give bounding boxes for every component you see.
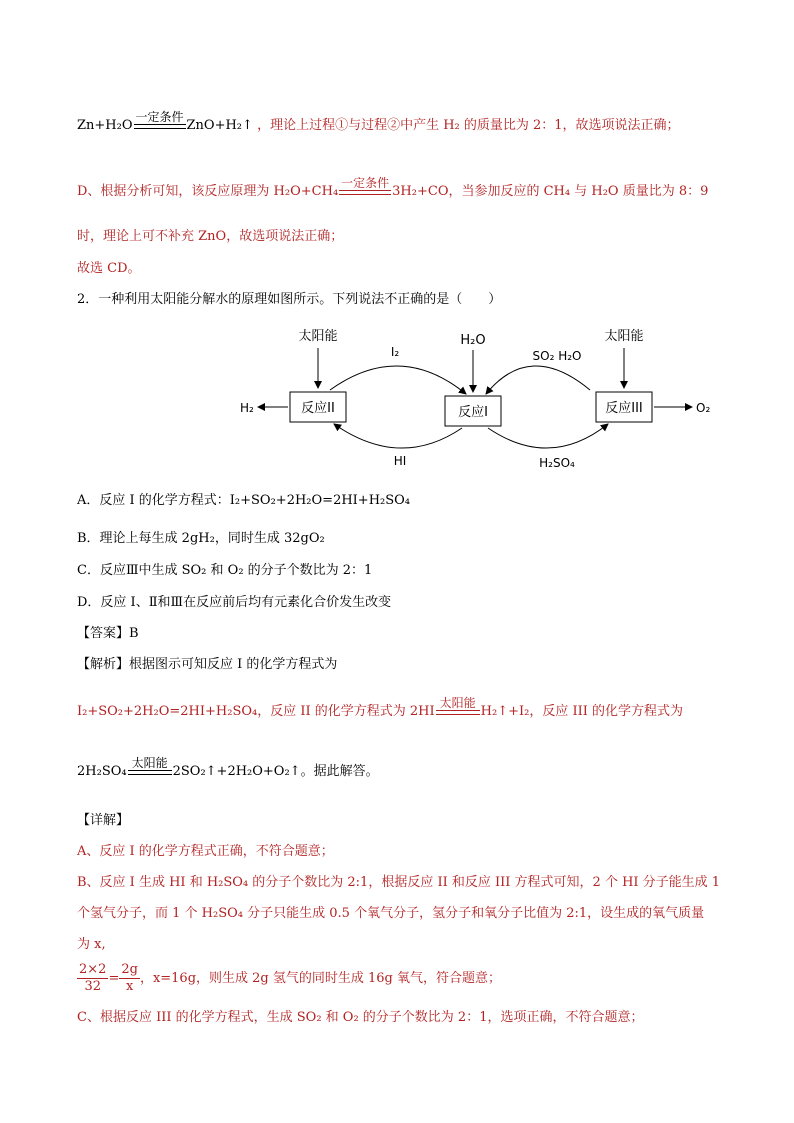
condition-arrow: 太阳能 [128,772,172,775]
label-h2o-top: H₂O [460,333,486,348]
condition-arrow: 太阳能 [436,712,480,715]
eq2-part-a: 2H₂SO₄ [77,764,127,779]
eq2-part-b: 2SO₂↑+2H₂O+O₂↑。据此解答。 [172,764,379,779]
option-a: A．反应 I 的化学方程式：I₂+SO₂+2H₂O=2HI+H₂SO₄ [77,493,411,508]
label-i2: I₂ [390,345,400,359]
label-solar-right: 太阳能 [604,329,644,344]
detail-b-fraction-line: $\frac{2\times 2}{32}$ = $\frac{2g}{x}$ ，x=16g，则生成 2g 氢气的同时生成 16g 氧气，符合题意； [79,962,502,994]
arrow-i2 [330,366,466,394]
label-h2-out: H₂ [240,401,254,415]
label-o2-out: O₂ [696,401,711,415]
eq-part-b: H₂↑+I₂，反应 III 的化学方程式为 [480,704,684,719]
condition-arrow: 一定条件 [134,126,186,129]
detail-label: 【详解】 [77,813,130,828]
answer-label: 【答案】B [77,626,139,641]
detail-c: C、根据反应 III 的化学方程式，生成 SO₂ 和 O₂ 的分子个数比为 2：1，选项正确，不符合题意； [77,1010,644,1025]
condition-arrow: 一定条件 [339,192,391,195]
question-2: 2．一种利用太阳能分解水的原理如图所示。下列说法不正确的是（ ） [77,292,502,307]
option-d-explanation [77,176,709,201]
fraction-1: $\frac{2\times 2}{32}$ [79,962,107,994]
label-hi: HI [393,454,407,468]
reaction-cycle-diagram [230,320,730,475]
equation-analysis-line [77,696,684,721]
d-suffix: 3H₂+CO，当参加反应的 CH₄ 与 H₂O 质量比为 8：9 [392,184,709,199]
analysis-label: 【解析】根据图示可知反应 I 的化学方程式为 [77,657,338,672]
label-solar-left: 太阳能 [298,329,338,344]
arrow-hi [334,424,462,448]
label-reaction-iii: 反应III [605,401,643,416]
fraction-2: $\frac{2g}{x}$ [121,962,138,994]
label-h2so4: H₂SO₄ [539,456,575,470]
reactants: Zn+H₂O [77,118,133,133]
detail-a: A、反应 I 的化学方程式正确，不符合题意； [77,844,334,859]
detail-b-3: 为 x, [77,937,106,952]
option-d: D．反应 I、Ⅱ和Ⅲ在反应前后均有元素化合价发生改变 [77,595,392,610]
d-prefix: D、根据分析可知，该反应原理为 H₂O+CH₄ [77,184,339,199]
products: ZnO+H₂↑ [186,118,253,133]
explanation-text: ，理论上过程①与过程②中产生 H₂ 的质量比为 2：1，故选项说法正确； [257,118,680,133]
option-c: C．反应Ⅲ中生成 SO₂ 和 O₂ 的分子个数比为 2：1 [77,563,373,578]
label-reaction-i: 反应I [458,405,488,420]
label-so2-h2o: SO₂ H₂O [532,349,582,363]
arrow-h2so4 [488,424,608,448]
detail-b-1: B、反应 I 生成 HI 和 H₂SO₄ 的分子个数比为 2:1，根据反应 II 和反应 III 方程式可知，2 个 HI 分子能生成 1 [77,875,721,890]
eq-part-a: I₂+SO₂+2H₂O=2HI+H₂SO₄，反应 II 的化学方程式为 2HI [77,704,435,719]
label-reaction-ii: 反应II [301,401,335,416]
detail-b-4: ，x=16g，则生成 2g 氢气的同时生成 16g 氧气，符合题意； [139,971,502,986]
equation-line-1 [77,110,680,135]
option-b: B．理论上每生成 2gH₂，同时生成 32gO₂ [77,531,325,546]
choice-result: 故选 CD。 [77,261,141,276]
equation-analysis-line-2 [77,756,379,781]
option-d-continuation: 时，理论上可不补充 ZnO，故选项说法正确； [77,229,344,244]
detail-b-2: 个氢气分子，而 1 个 H₂SO₄ 分子只能生成 0.5 个氧气分子，氢分子和氧分子比值为 2:1，设生成的氧气质量 [77,906,705,921]
arrow-so2-h2o [486,366,590,394]
